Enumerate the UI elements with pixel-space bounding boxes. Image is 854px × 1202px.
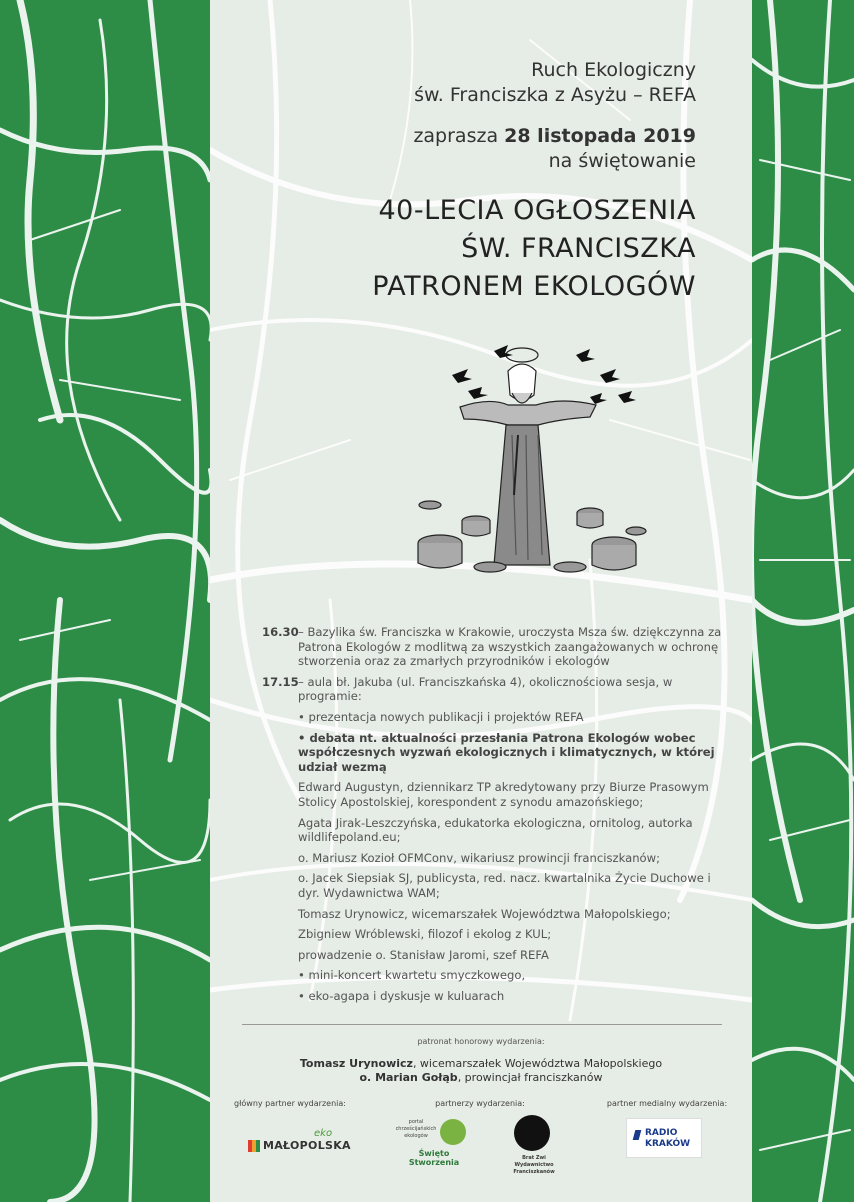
honor-person2-name: o. Marian Gołąb (359, 1071, 458, 1084)
malopolska-eko: eko (314, 1128, 333, 1139)
wydawnictwo-name3: Franciszkanów (513, 1169, 555, 1175)
event-2-text: – aula bł. Jakuba (ul. Franciszkańska 4), okolicznościowa sesja, w programie: (298, 674, 673, 704)
program-item: Agata Jirak-Leszczyńska, edukatorka ekologiczna, ornitolog, autorka wildlifepoland.eu; (298, 815, 693, 845)
program (262, 625, 722, 1009)
program-item: Tomasz Urynowicz, wicemarszałek Województwa Małopolskiego; (298, 906, 671, 921)
invitation (413, 124, 696, 174)
honorary-patronage (210, 1035, 752, 1085)
program-item: • mini-koncert kwartetu smyczkowego, (298, 968, 526, 983)
wydawnictwo-logo[interactable] (506, 1115, 562, 1185)
malopolska-mark-icon (248, 1140, 260, 1152)
headline-line1: 40-LECIA OGŁOSZENIA (378, 195, 696, 226)
wydawnictwo-name2: Wydawnictwo (514, 1162, 554, 1168)
headline (372, 192, 696, 306)
malopolska-logo[interactable] (248, 1128, 358, 1158)
invite-date: 28 listopada 2019 (504, 125, 696, 147)
main-partner-label: główny partner wydarzenia: (234, 1099, 346, 1108)
program-item: • debata nt. aktualności przesłania Patrona Ekologów wobec współczesnych wyzwań ekologicznych i klimatycznych, w której udział wezmą (298, 730, 715, 774)
program-item: o. Jacek Siepsiak SJ, publicysta, red. nacz. kwartalnika Życie Duchowe i dyr. Wydawnictwa WAM; (298, 871, 711, 900)
panel-branches-texture (210, 0, 752, 1202)
wydawnictwo-name1: Brat Zwi (522, 1155, 546, 1161)
radio-mark-icon (633, 1130, 642, 1140)
media-partner-label: partner medialny wydarzenia: (606, 1099, 728, 1108)
program-item: o. Mariusz Kozioł OFMConv, wikariusz prowincji franciszkanów; (298, 850, 661, 865)
content-panel (210, 0, 752, 1202)
invite-line2: na świętowanie (548, 150, 696, 172)
partners-label: partnerzy wydarzenia: (435, 1099, 525, 1108)
radio-line1: RADIO (645, 1128, 678, 1138)
program-item: prowadzenie o. Stanisław Jaromi, szef REFA (298, 947, 549, 962)
event-2-time: 17.15 (262, 674, 299, 689)
organizer-line1: Ruch Ekologiczny (531, 59, 696, 81)
leaf-icon (440, 1119, 466, 1145)
event-1-time: 16.30 (262, 625, 299, 639)
program-item: Edward Augustyn, dziennikarz TP akredytowany przy Biurze Prasowym Stolicy Apostolskiej, korespondent z synodu amazońskiego; (298, 780, 709, 809)
radio-line2: KRAKÓW (645, 1139, 691, 1149)
swieto-stworzenia-logo[interactable] (394, 1117, 474, 1167)
program-event-1 (262, 625, 722, 669)
swieto-name: Święto Stworzenia (408, 1149, 460, 1167)
organizer (414, 58, 696, 108)
divider (242, 1024, 722, 1025)
headline-line3: PATRONEM EKOLOGÓW (372, 271, 696, 302)
program-item: Zbigniew Wróblewski, filozof i ekolog z KUL; (298, 927, 552, 942)
program-event-2 (262, 675, 722, 704)
invite-prefix: zaprasza (413, 125, 505, 147)
honor-label: patronat honorowy wydarzenia: (417, 1037, 545, 1046)
saint-francis-illustration (400, 335, 660, 585)
honor-person1-name: Tomasz Urynowicz (299, 1057, 413, 1070)
honor-person2-role: , prowincjał franciszkanów (457, 1071, 603, 1084)
franciscan-emblem-icon (514, 1115, 550, 1151)
radio-krakow-logo[interactable] (626, 1118, 702, 1158)
honor-person1-role: , wicemarszałek Województwa Małopolskiego (412, 1057, 663, 1070)
headline-line2: ŚW. FRANCISZKA (461, 233, 696, 264)
malopolska-name: MAŁOPOLSKA (263, 1139, 351, 1152)
swieto-top1: portal (408, 1119, 424, 1125)
swieto-top2: chrześcijańskich (395, 1126, 437, 1132)
program-item: • prezentacja nowych publikacji i projektów REFA (298, 709, 584, 724)
event-1-text: – Bazylika św. Franciszka w Krakowie, uroczysta Msza św. dziękczynna za Patrona Ekologów z modlitwą za wszystkich zaangażowanych w ochronę stworzenia oraz za zmarłych przyrodników i ekologów (298, 625, 722, 669)
program-item: • eko-agapa i dyskusje w kuluarach (298, 988, 505, 1003)
organizer-line2: św. Franciszka z Asyżu – REFA (414, 84, 696, 106)
swieto-top3: ekologów (404, 1133, 428, 1139)
